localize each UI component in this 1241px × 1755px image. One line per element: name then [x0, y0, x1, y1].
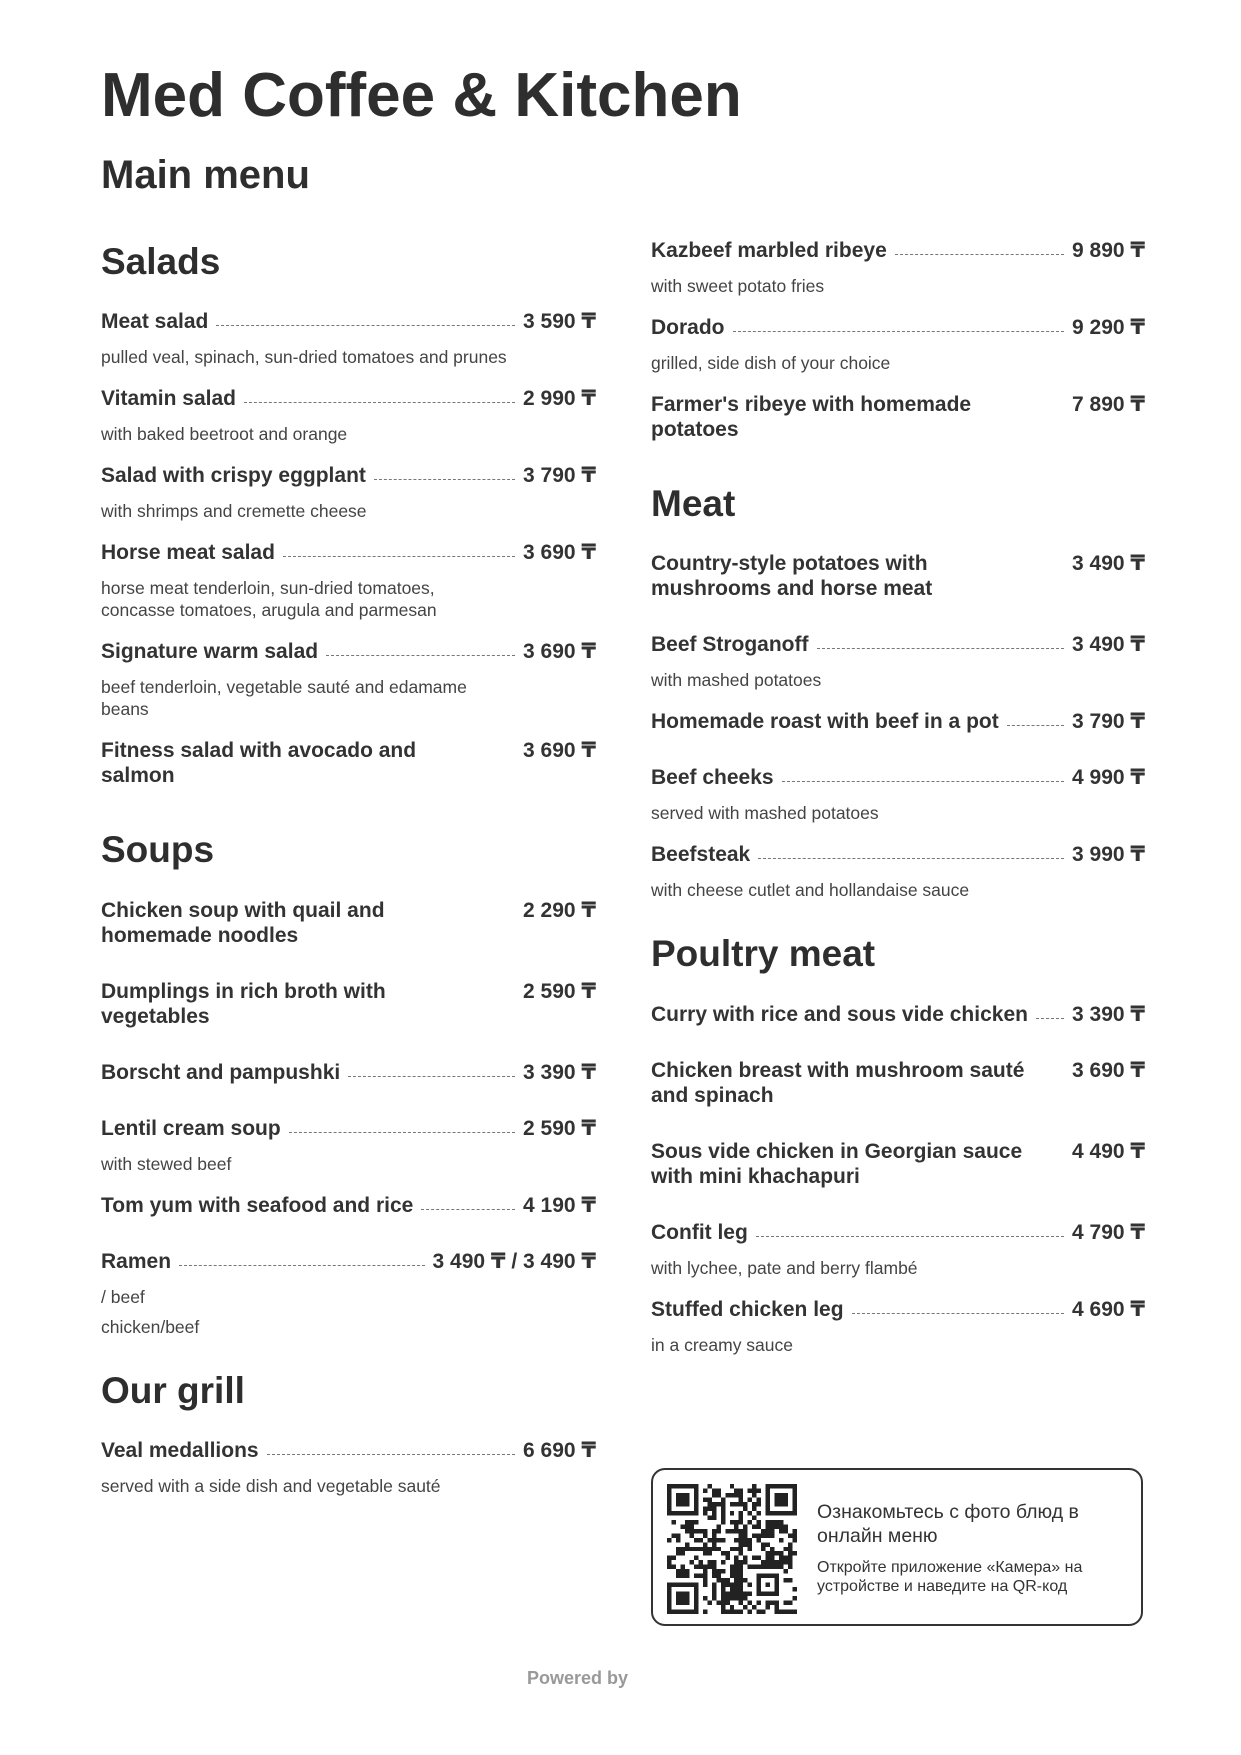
- qr-code-icon[interactable]: [667, 1484, 797, 1614]
- item-price: 3 690 ₸: [523, 739, 596, 763]
- item-name: Veal medallions: [101, 1439, 259, 1463]
- item-price: 2 290 ₸: [523, 898, 596, 922]
- menu-item-confit-leg: [651, 1220, 1145, 1279]
- menu-item-curry-chicken: [651, 1002, 1145, 1027]
- item-price: 7 890 ₸: [1072, 393, 1145, 416]
- item-price: 4 490 ₸: [1072, 1139, 1145, 1163]
- menu-item-sous-vide-georgian: [651, 1139, 1145, 1189]
- dot-leader: [216, 309, 515, 326]
- item-name: Curry with rice and sous vide chicken: [651, 1002, 1028, 1026]
- dot-leader: [326, 639, 515, 656]
- item-name: Salad with crispy eggplant: [101, 464, 366, 488]
- item-name: Beef cheeks: [651, 766, 774, 790]
- item-name: Vitamin salad: [101, 387, 237, 411]
- item-name: Confit leg: [651, 1220, 748, 1244]
- item-name: Farmer's ribeye with homemade potatoes: [651, 393, 972, 441]
- section-title-poultry: Poultry meat: [651, 933, 876, 975]
- menu-item-meat-salad: [101, 309, 596, 368]
- dot-leader: [756, 1220, 1064, 1237]
- item-name: Stuffed chicken leg: [651, 1297, 844, 1321]
- item-price: 2 990 ₸: [523, 387, 596, 411]
- menu-item-veal-medallions: [101, 1438, 596, 1497]
- menu-item-signature-warm-salad: [101, 639, 596, 720]
- item-name: Dumplings in rich broth with vegetables: [101, 979, 386, 1028]
- item-name: Beefsteak: [651, 843, 751, 867]
- restaurant-title: Med Coffee & Kitchen: [101, 61, 742, 130]
- item-price: 3 690 ₸: [1072, 1058, 1145, 1082]
- section-title-soups: Soups: [101, 829, 215, 871]
- menu-item-beefsteak: [651, 842, 1145, 901]
- dot-leader: [733, 315, 1065, 332]
- item-price: 4 990 ₸: [1072, 766, 1145, 790]
- item-description: pulled veal, spinach, sun-dried tomatoes and prunes: [101, 347, 507, 368]
- item-name: Country-style potatoes with mushrooms and horse meat: [651, 552, 933, 601]
- menu-item-country-potatoes: [651, 551, 1145, 601]
- item-description: with lychee, pate and berry flambé: [651, 1257, 918, 1278]
- item-name: Beef Stroganoff: [651, 633, 809, 657]
- item-price: 3 590 ₸: [523, 310, 596, 334]
- section-title-salads: Salads: [101, 241, 221, 282]
- dot-leader: [374, 463, 515, 480]
- powered-by-footer: Powered by: [526, 1668, 629, 1688]
- item-price: 4 690 ₸: [1072, 1297, 1145, 1321]
- item-description: chicken/beef: [101, 1316, 200, 1337]
- dot-leader: [289, 1116, 515, 1133]
- left-column: [101, 240, 596, 1497]
- item-price: 3 690 ₸: [523, 541, 596, 565]
- menu-item-borscht: [101, 1060, 596, 1085]
- item-name: Chicken breast with mushroom sauté and spinach: [651, 1058, 1025, 1107]
- menu-item-homemade-roast: [651, 709, 1145, 734]
- item-price: 9 290 ₸: [1072, 316, 1145, 339]
- dot-leader: [348, 1060, 515, 1077]
- item-name: Dorado: [651, 316, 725, 339]
- qr-card: [651, 1468, 1143, 1626]
- menu-item-kazbeef-ribeye: [651, 238, 1145, 297]
- menu-subtitle: Main menu: [101, 153, 310, 197]
- dot-leader: [817, 632, 1065, 649]
- item-description: grilled, side dish of your choice: [651, 353, 891, 373]
- menu-item-crispy-eggplant: [101, 463, 596, 522]
- item-name: Chicken soup with quail and homemade noodles: [101, 898, 385, 947]
- item-price: 3 990 ₸: [1072, 843, 1145, 867]
- item-name: Ramen: [101, 1249, 172, 1273]
- item-name: Sous vide chicken in Georgian sauce with mini khachapuri: [651, 1139, 1023, 1188]
- qr-hint: Откройте приложение «Камера» на устройстве и наведите на QR-код: [817, 1559, 1083, 1595]
- qr-headline: Ознакомьтесь с фото блюд в онлайн меню: [817, 1501, 1079, 1547]
- item-price: 3 790 ₸: [523, 464, 596, 488]
- item-price: 2 590 ₸: [523, 979, 596, 1003]
- item-name: Fitness salad with avocado and salmon: [101, 739, 417, 788]
- menu-item-vitamin-salad: [101, 386, 596, 445]
- item-name: Lentil cream soup: [101, 1116, 281, 1140]
- item-price: 6 690 ₸: [523, 1439, 596, 1463]
- item-name: Homemade roast with beef in a pot: [651, 710, 999, 734]
- menu-item-ramen: [101, 1249, 596, 1338]
- item-name: Meat salad: [101, 310, 209, 334]
- item-description: with stewed beef: [101, 1153, 232, 1174]
- dot-leader: [283, 540, 515, 557]
- menu-item-lentil-soup: [101, 1116, 596, 1175]
- item-price: 2 590 ₸: [523, 1116, 596, 1140]
- menu-item-chicken-soup: [101, 898, 596, 948]
- item-price: 3 490 ₸ / 3 490 ₸: [432, 1249, 596, 1273]
- item-description: with baked beetroot and orange: [101, 424, 348, 445]
- section-title-meat: Meat: [651, 483, 736, 524]
- menu-item-chicken-breast: [651, 1058, 1145, 1108]
- item-price: 9 890 ₸: [1072, 239, 1145, 262]
- item-price: 4 790 ₸: [1072, 1220, 1145, 1244]
- item-name: Borscht and pampushki: [101, 1060, 341, 1084]
- dot-leader: [1036, 1002, 1064, 1019]
- item-description: in a creamy sauce: [651, 1334, 794, 1355]
- menu-item-dorado: [651, 315, 1145, 374]
- menu-item-beef-stroganoff: [651, 632, 1145, 691]
- item-description: with mashed potatoes: [651, 670, 822, 691]
- menu-item-horse-meat-salad: [101, 540, 596, 621]
- menu-item-farmers-ribeye: [651, 392, 1145, 442]
- item-description: horse meat tenderloin, sun-dried tomatoes, concasse tomatoes, arugula and parmesan: [101, 578, 437, 621]
- item-variant: / beef: [101, 1286, 145, 1307]
- item-description: with cheese cutlet and hollandaise sauce: [651, 880, 970, 901]
- dot-leader: [421, 1193, 515, 1210]
- item-price: 3 790 ₸: [1072, 710, 1145, 734]
- menu-item-fitness-salad: [101, 738, 596, 788]
- item-price: 3 390 ₸: [1072, 1002, 1145, 1026]
- item-description: served with mashed potatoes: [651, 803, 879, 824]
- dot-leader: [895, 238, 1064, 255]
- item-description: with sweet potato fries: [651, 276, 825, 296]
- item-description: beef tenderloin, vegetable sauté and edamame beans: [101, 677, 467, 720]
- dot-leader: [1007, 709, 1064, 726]
- dot-leader: [244, 386, 515, 403]
- menu-item-dumplings: [101, 979, 596, 1029]
- right-column: [651, 238, 1145, 1356]
- item-price: 3 490 ₸: [1072, 552, 1145, 576]
- item-description: served with a side dish and vegetable sauté: [101, 1476, 441, 1497]
- item-name: Tom yum with seafood and rice: [101, 1193, 414, 1217]
- item-name: Signature warm salad: [101, 640, 319, 664]
- item-price: 3 490 ₸: [1072, 633, 1145, 657]
- dot-leader: [758, 842, 1064, 859]
- menu-item-stuffed-chicken-leg: [651, 1297, 1145, 1356]
- section-title-grill: Our grill: [101, 1369, 245, 1411]
- dot-leader: [852, 1297, 1064, 1314]
- item-price: 3 390 ₸: [523, 1060, 596, 1084]
- menu-item-beef-cheeks: [651, 765, 1145, 824]
- dot-leader: [179, 1249, 424, 1266]
- item-name: Horse meat salad: [101, 541, 275, 565]
- item-price: 4 190 ₸: [523, 1193, 596, 1217]
- qr-instructions: [817, 1500, 1117, 1596]
- dot-leader: [782, 765, 1064, 782]
- item-price: 3 690 ₸: [523, 640, 596, 664]
- item-name: Kazbeef marbled ribeye: [651, 239, 887, 262]
- item-description: with shrimps and cremette cheese: [101, 501, 367, 522]
- dot-leader: [267, 1438, 515, 1455]
- menu-item-tom-yum: [101, 1193, 596, 1218]
